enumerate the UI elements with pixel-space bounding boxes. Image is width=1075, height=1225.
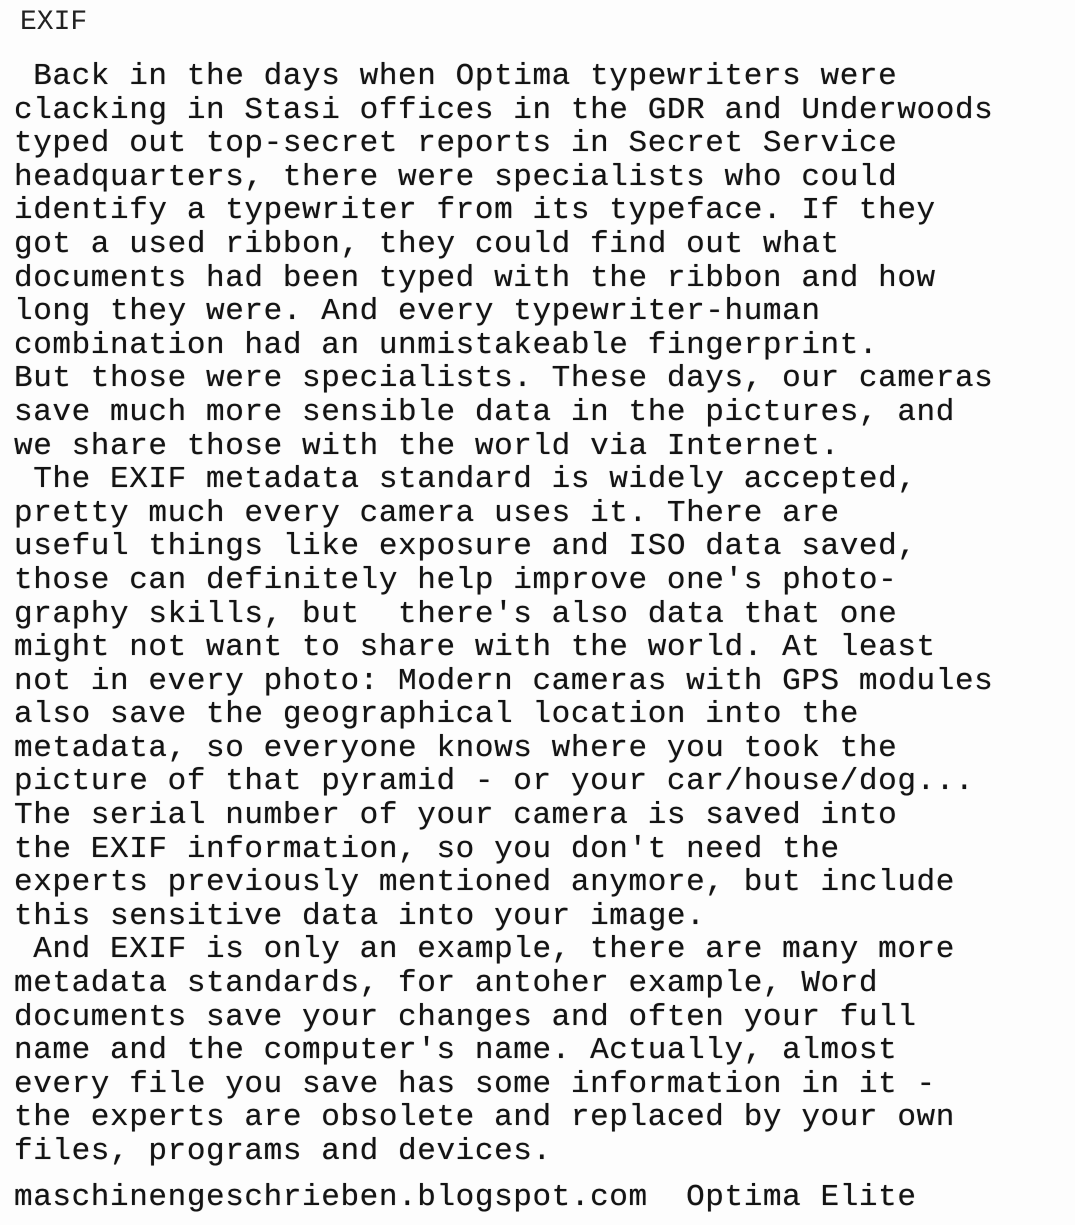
text-line: also save the geographical location into the <box>14 697 859 733</box>
text-line: The serial number of your camera is saved into <box>14 798 898 834</box>
text-line: useful things like exposure and ISO data saved, <box>14 529 917 565</box>
text-line: headquarters, there were specialists who could <box>14 159 898 195</box>
text-line: the EXIF information, so you don't need the <box>14 831 840 867</box>
text-line: And EXIF is only an example, there are many more <box>14 932 955 968</box>
text-line: got a used ribbon, they could find out what <box>14 226 840 262</box>
text-line: pretty much every camera uses it. There are <box>14 495 840 531</box>
footer-signature: maschinengeschrieben.blogspot.com Optima Elite <box>14 1180 917 1215</box>
text-line: files, programs and devices. <box>14 1134 552 1169</box>
text-line: save much more sensible data in the pictures, and <box>14 394 955 430</box>
text-line: this sensitive data into your image. <box>14 898 706 934</box>
text-line: documents had been typed with the ribbon and how <box>14 260 936 296</box>
text-line: combination had an unmistakeable fingerprint. <box>14 327 879 363</box>
text-line: long they were. And every typewriter-human <box>14 294 821 330</box>
text-line: clacking in Stasi offices in the GDR and Underwoods <box>14 92 994 128</box>
text-line: But those were specialists. These days, our cameras <box>14 361 994 397</box>
typewritten-body <box>14 60 1069 1169</box>
text-line: graphy skills, but there's also data that one <box>14 596 898 632</box>
text-line: we share those with the world via Internet. <box>14 428 840 464</box>
text-line: every file you save has some information in it - <box>14 1066 936 1102</box>
text-line: not in every photo: Modern cameras with GPS modules <box>14 663 994 699</box>
text-line: documents save your changes and often your full <box>14 999 917 1035</box>
text-line: experts previously mentioned anymore, but include <box>14 865 955 901</box>
text-line: identify a typewriter from its typeface. If they <box>14 193 936 229</box>
text-line: name and the computer's name. Actually, almost <box>14 1033 898 1069</box>
text-line: the experts are obsolete and replaced by your own <box>14 1100 955 1136</box>
page-title: EXIF <box>20 7 88 38</box>
text-line: metadata, so everyone knows where you took the <box>14 730 898 766</box>
text-line: The EXIF metadata standard is widely accepted, <box>14 462 917 498</box>
text-line: those can definitely help improve one's photo- <box>14 562 898 598</box>
text-line: might not want to share with the world. At least <box>14 630 936 666</box>
text-line: metadata standards, for antoher example, Word <box>14 966 879 1002</box>
text-line: Back in the days when Optima typewriters were <box>14 59 898 94</box>
text-line: typed out top-secret reports in Secret Service <box>14 126 898 162</box>
text-line: picture of that pyramid - or your car/house/dog... <box>14 764 975 800</box>
